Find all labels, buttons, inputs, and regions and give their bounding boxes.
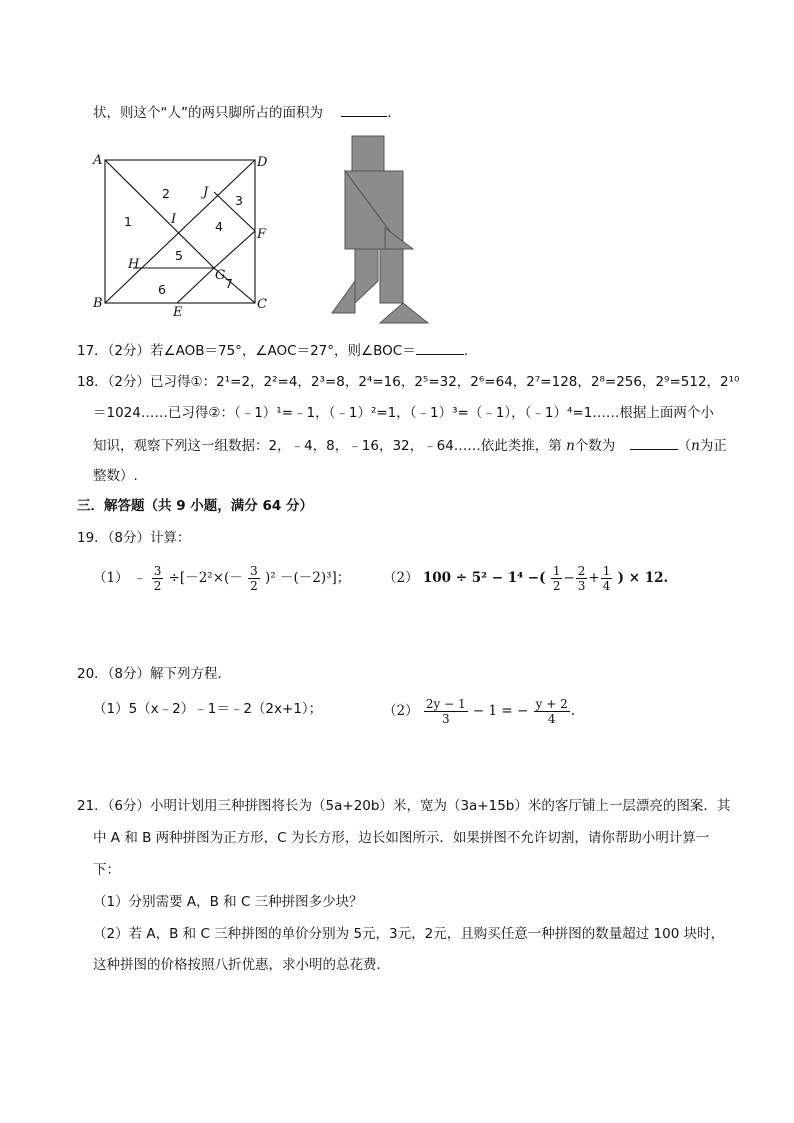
q20-head [77, 665, 231, 683]
q18-line3-mid: 个数为 [574, 438, 616, 454]
q19-p1-fraction-1: $\frac{3}{2}$ [153, 564, 162, 593]
q19-p2-fraction-3: $\frac{1}{4}$ [602, 564, 611, 593]
q16-text: 状，则这个“人”的两只脚所占的面积为 [93, 105, 323, 121]
q19-head [77, 529, 191, 547]
q20-p1-text: （1）5（x﹣2）﹣1＝﹣2（2x+1）； [93, 701, 323, 717]
head-square [352, 136, 384, 171]
q18-line3 [93, 436, 727, 455]
tangram-square-figure [90, 150, 280, 330]
label-F: F [257, 227, 267, 242]
label-D: D [257, 155, 268, 170]
right-foot-triangle [380, 303, 428, 323]
section-3-title-text: 三．解答题（共 9 小题，满分 64 分） [77, 498, 313, 514]
q20-p2-mid: − 1 = − [472, 703, 529, 719]
q20-p2-fraction-1: $\frac{2y - 1}{3}$ [425, 697, 466, 726]
q21-sub2-text: （2）若 A，B 和 C 三种拼图的单价分别为 5元，3元，2元，且购买任意一种拼图的数量超过 100 块时， [93, 926, 725, 942]
q18-n-var: n [566, 438, 575, 454]
q21-sub3-text: 这种拼图的价格按照八折优惠，求小明的总花费． [93, 957, 390, 973]
q17-text: 17．（2分）若∠AOB＝75°，∠AOC＝27°，则∠BOC＝ [77, 343, 416, 359]
label-A: A [93, 153, 103, 168]
q21-sub1-text: （1）分别需要 A，B 和 C 三种拼图多少块？ [93, 894, 363, 910]
q18-line1-prefix: 18．（2分）已习得①： [77, 374, 217, 390]
q18-line2 [93, 404, 714, 422]
q18-end-paren: （ [677, 438, 692, 454]
q18-n-var-2: n [691, 438, 700, 454]
q20-p2-fraction-2: $\frac{y + 2}{4}$ [535, 697, 568, 726]
left-leg-parallelogram [355, 249, 378, 303]
q19-p2-op1: − [563, 570, 575, 586]
q19-head-text: 19．（8分）计算： [77, 530, 191, 546]
q19-part2 [383, 564, 668, 593]
q18-line3-end: 为正 [699, 438, 727, 454]
piece-4: 4 [215, 219, 223, 234]
piece-3: 3 [235, 193, 243, 208]
label-E: E [173, 305, 183, 320]
q19-p1-expr-b: ÷[－2²×(－ [168, 570, 243, 586]
q21-line1-text: 21．（6分）小明计划用三种拼图将长为（5a+20b）米，宽为（3a+15b）米的客厅铺上一层漂亮的图案．其 [77, 798, 731, 814]
q19-p1-expr-a: ﹣ [132, 570, 147, 586]
q20-head-text: 20．（8分）解下列方程． [77, 666, 232, 682]
q21-sub1 [93, 893, 363, 911]
q19-p2-expr-a: 100 ÷ 5² − 1⁴ −( [422, 570, 546, 586]
line-g-e [177, 268, 214, 303]
q17 [77, 341, 468, 360]
q20-p2-label: （2） [383, 703, 419, 719]
line-f-g [214, 231, 255, 268]
label-H: H [128, 257, 140, 272]
q21-sub2 [93, 925, 724, 943]
q18-answer-blank [630, 436, 678, 450]
q17-answer-blank [416, 341, 464, 355]
section-3-title [77, 497, 313, 515]
right-leg-rect [380, 249, 403, 303]
label-G: G [215, 268, 226, 283]
tangram-person-figure [325, 133, 435, 328]
q20-part1 [93, 700, 322, 718]
q18-line2-text: ＝1024……已习得②：（﹣1）¹=﹣1，（﹣1）²=1，（﹣1）³=（﹣1），（﹣1）⁴=1……根据上面两个小 [93, 405, 714, 421]
q20-p2-end: . [570, 703, 576, 719]
q18-line3-prefix: 知识，观察下列这一组数据：2，﹣4，8，﹣16，32，﹣64……依此类推，第 [93, 438, 562, 454]
piece-5: 5 [175, 248, 183, 263]
q18-powers: 2¹=2，2²=4，2³=8，2⁴=16，2⁵=32，2⁶=64，2⁷=128，2⁸=256，2⁹=512，2¹⁰ [216, 374, 740, 390]
q18-line4 [93, 467, 138, 485]
left-foot-triangle [332, 281, 355, 313]
q16-answer-blank [341, 103, 387, 117]
q21-line2 [93, 829, 709, 847]
q19-p2-expr-b: ) × 12. [617, 570, 669, 586]
q19-p2-op2: + [588, 570, 600, 586]
q21-line3-text: 下： [93, 862, 120, 878]
piece-2: 2 [162, 186, 170, 201]
label-B: B [93, 296, 103, 311]
q18-line4-text: 整数）. [93, 468, 138, 484]
label-C: C [257, 297, 267, 312]
q21-line1 [77, 797, 730, 815]
q16-end: . [387, 105, 392, 121]
piece-6: 6 [158, 282, 166, 297]
label-J: J [203, 185, 209, 200]
q20-part2 [383, 697, 575, 726]
q21-line3 [93, 861, 120, 879]
q18-line1 [77, 373, 739, 391]
q21-line2-text: 中 A 和 B 两种拼图为正方形，C 为长方形，边长如图所示．如果拼图不允许切割，请你帮助小明计算一 [93, 830, 710, 846]
q19-p1-expr-c: )² －(－2)³]； [265, 570, 351, 586]
q17-end: . [463, 343, 468, 359]
q19-p2-label: （2） [383, 570, 419, 586]
q19-p2-fraction-2: $\frac{2}{3}$ [577, 564, 586, 593]
q19-p1-label: （1） [93, 570, 129, 586]
piece-1: 1 [124, 214, 132, 229]
label-I: I [171, 212, 177, 227]
q16-tail [93, 103, 392, 122]
q21-sub3 [93, 956, 390, 974]
q19-part1 [93, 564, 350, 593]
piece-7: 7 [225, 276, 233, 291]
q19-p2-fraction-1: $\frac{1}{2}$ [552, 564, 561, 593]
q19-p1-fraction-2: $\frac{3}{2}$ [250, 564, 258, 593]
